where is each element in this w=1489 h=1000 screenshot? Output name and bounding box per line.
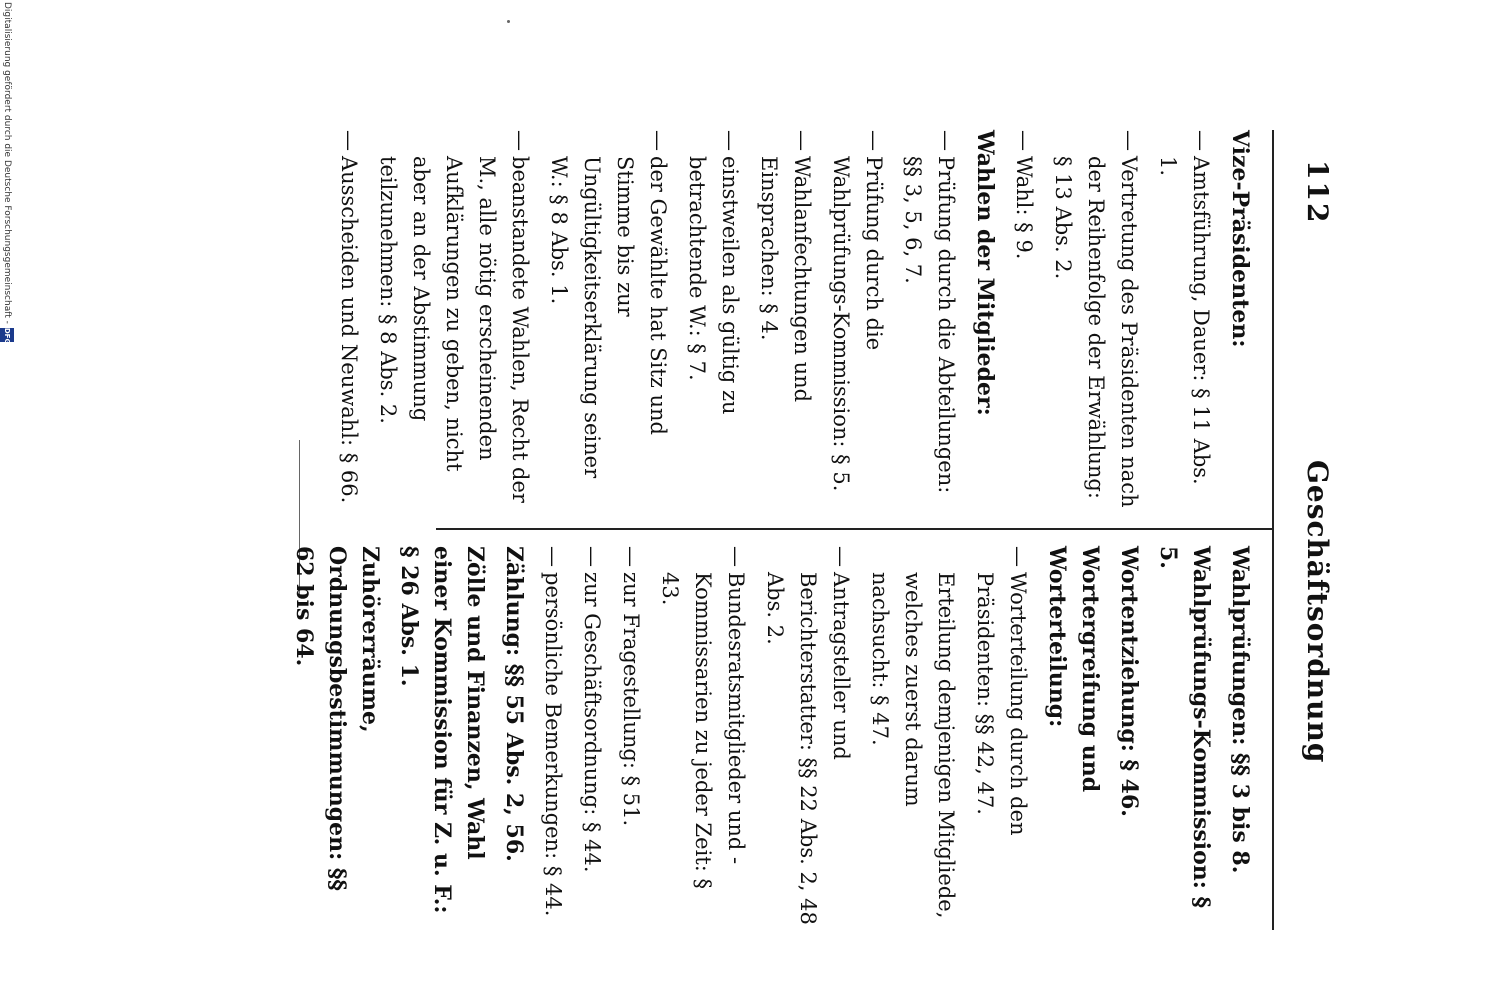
index-subentry: — Vertretung des Präsidenten nach der Reihenfolge der Erwählung: § 13 Abs. 2. <box>1046 130 1145 510</box>
index-subentry: — persönliche Bemerkungen: § 44. <box>536 546 569 926</box>
index-subentry: — Ausscheiden und Neuwahl: § 66. <box>332 130 365 510</box>
digitization-credit <box>0 2 18 992</box>
index-subentry: — Prüfung durch die Wahlprüfungs-Kommission: § 5. <box>824 130 890 510</box>
left-column <box>326 130 1256 510</box>
right-column <box>281 546 1256 926</box>
index-subentry: — Amtsführung, Dauer: § 11 Abs. 1. <box>1151 130 1217 510</box>
index-subentry: — Prüfung durch die Abteilungen: §§ 3, 5, 6, 7. <box>896 130 962 510</box>
dfg-logo: DFG <box>0 328 14 342</box>
header-rule <box>1272 130 1274 930</box>
index-subentry: — Worterteilung durch den Präsidenten: §§ 42, 47. <box>968 546 1034 926</box>
index-heading: Wahlprüfungs-Kommission: § 5. <box>1155 546 1214 909</box>
index-continuation: Erteilung demjenigen Mitgliede, welches zuerst darum nachsucht: § 47. <box>868 572 958 919</box>
scan-dot <box>507 20 510 23</box>
index-subentry: — beanstandete Wahlen, Recht der M., alle nötig erscheinenden Aufklärungen zu geben, nicht aber an der Abstimmung teilzunehmen: § 8 Abs. 2. <box>371 130 536 510</box>
index-subentry: — einstweilen als gültig zu betrachtende W.: § 7. <box>680 130 746 510</box>
index-heading: Wortergreifung und Worterteilung: <box>1044 546 1103 793</box>
index-subentry: — Bundesratsmitglieder und -Kommissarien zu jeder Zeit: § 43. <box>653 546 752 926</box>
book-page <box>291 130 1336 930</box>
page-number: 112 <box>1301 160 1334 225</box>
credit-text: Digitalisierung gefördert durch die Deutsche Forschungsgemeinschaft - <box>2 2 12 324</box>
index-heading: Wahlen der Mitglieder: <box>972 130 998 416</box>
index-subentry: — Wahlanfechtungen und Einsprachen: § 4. <box>752 130 818 510</box>
index-subentry: — der Gewählte hat Sitz und Stimme bis zur Ungültigkeitserklärung seiner W.: § 8 Abs. 1. <box>542 130 674 510</box>
running-title: Geschäftsordnung <box>1301 460 1334 764</box>
index-subentry: — Antragsteller und Berichterstatter: §§ 22 Abs. 2, 48 Abs. 2. <box>758 546 857 926</box>
index-subentry: — zur Geschäftsordnung: § 44. <box>575 546 608 926</box>
index-subentry: — Wahl: § 9. <box>1007 130 1040 510</box>
index-heading: Wortentziehung: § 46. <box>1116 546 1142 817</box>
index-heading: Wahlprüfungen: §§ 3 bis 8. <box>1227 546 1253 874</box>
index-heading: Zählung: §§ 55 Abs. 2, 56. <box>501 546 527 862</box>
index-subentry: — zur Fragestellung: § 51. <box>614 546 647 926</box>
index-heading: Zölle und Finanzen, Wahl einer Kommission für Z. u. F.: § 26 Abs. 1. <box>396 546 488 914</box>
column-divider <box>436 528 1272 530</box>
page-header <box>1276 130 1336 930</box>
index-heading: Zuhörerräume, Ordnungsbestimmungen: §§ 62 bis 64. <box>291 546 383 891</box>
index-heading: Vize-Präsidenten: <box>1227 130 1253 348</box>
